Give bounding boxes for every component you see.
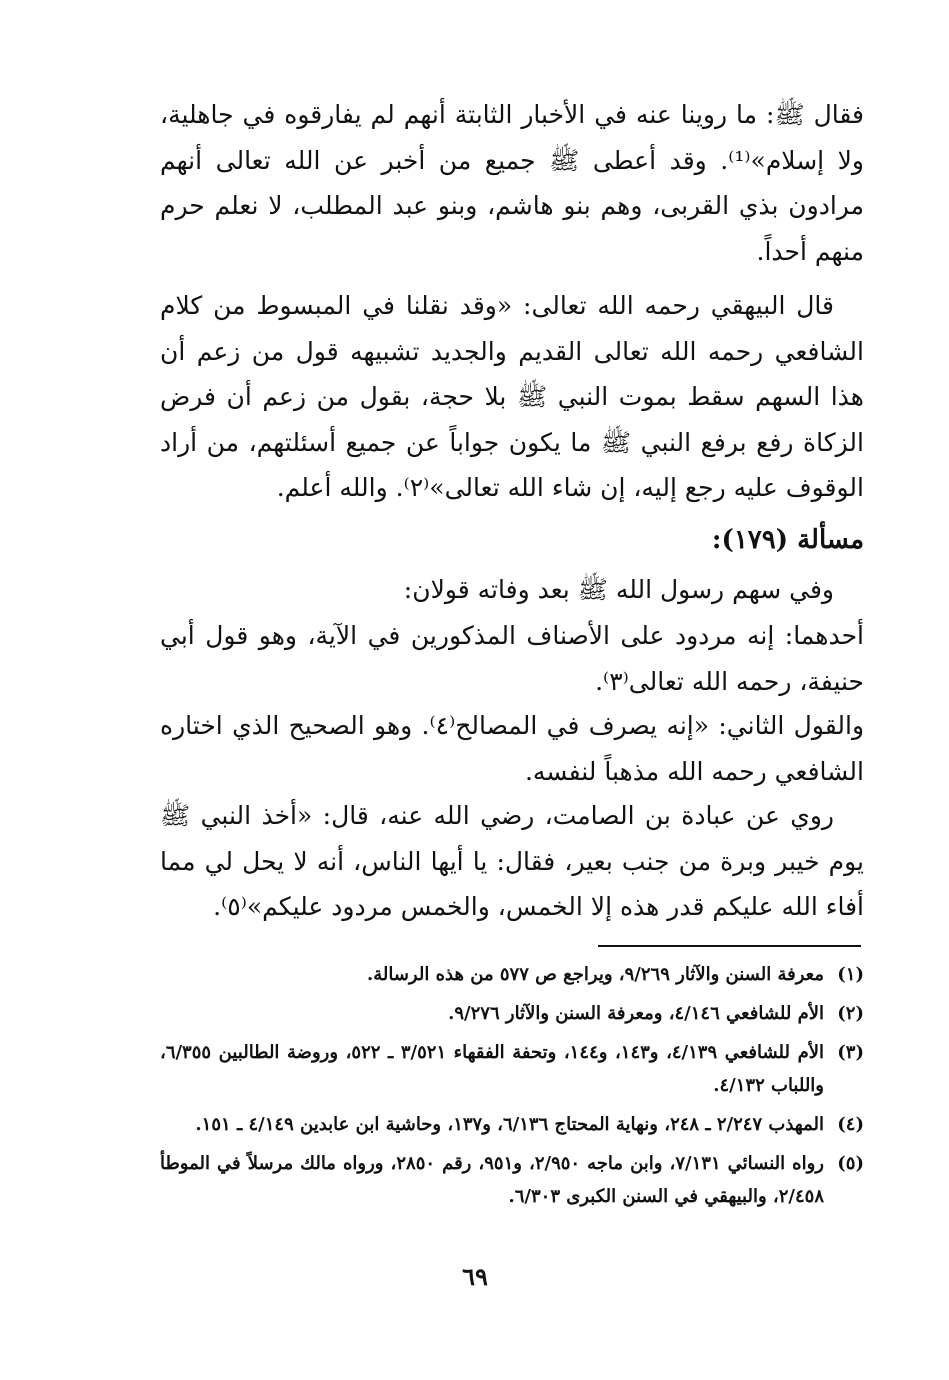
footnote-text: رواه النسائي ٧/١٣١، وابن ماجه ٢/٩٥٠، و٩٥١، رقم ٢٨٥٠، ورواه مالك مرسلاً في الموطأ ٢/٤٥٨، والبيهقي في السنن الكبرى ٦/٣٠٣.: [160, 1153, 825, 1207]
page-number: ٦٩: [462, 1262, 488, 1291]
section-heading: مسألة (١٧٩):: [711, 525, 864, 555]
footnote-4: [160, 1108, 864, 1141]
footnote-2: [160, 997, 864, 1030]
footnote-3: [160, 1036, 864, 1102]
paragraph-5: والقول الثاني: «إنه يصرف في المصالح⁽٤⁾. وهو الصحيح الذي اختاره الشافعي رحمه الله مذهباً لنفسه.: [160, 711, 865, 786]
footnote-1: [160, 958, 864, 991]
paragraph-3: وفي سهم رسول الله ﷺ بعد وفاته قولان:: [403, 575, 834, 604]
footnote-number: (٢): [837, 1003, 864, 1024]
footnote-text: معرفة السنن والآثار ٩/٢٦٩، ويراجع ص ٥٧٧ من هذه الرسالة.: [366, 964, 824, 985]
paragraph-4: أحدهما: إنه مردود على الأصناف المذكورين في الآية، وهو قول أبي حنيفة، رحمه الله تعالى⁽٣⁾.: [160, 621, 864, 696]
footnote-divider: [598, 945, 861, 947]
footnote-number: (١): [837, 964, 864, 985]
paragraph-2: قال البيهقي رحمه الله تعالى: «وقد نقلنا في المبسوط من كلام الشافعي رحمه الله تعالى القديم والجديد تشبيهه قول من زعم أن هذا السهم سقط بموت النبي ﷺ بلا حجة، بقول من زعم أن فرض الزكاة رفع برفع النبي ﷺ ما يكون جواباً عن جميع أسئلتهم، من أراد الوقوف عليه رجع إليه، إن شاء الله تعالى»⁽٢⁾. والله أعلم.: [160, 291, 864, 502]
footnote-number: (٥): [837, 1153, 864, 1174]
footnote-5: [160, 1147, 864, 1213]
paragraph-6: روي عن عبادة بن الصامت، رضي الله عنه، قال: «أخذ النبي ﷺ يوم خيبر وبرة من جنب بعير، فقال: يا أيها الناس، أنه لا يحل لي مما أفاء الله عليكم قدر هذه إلا الخمس، والخمس مردود عليكم»⁽٥⁾.: [160, 801, 864, 921]
footnote-text: الأم للشافعي ٤/١٤٦، ومعرفة السنن والآثار ٩/٢٧٦.: [448, 1003, 824, 1024]
footnote-number: (٤): [837, 1114, 864, 1135]
footnote-text: الأم للشافعي ٤/١٣٩، و١٤٣، و١٤٤، وتحفة الفقهاء ٣/٥٢١ ـ ٥٢٢، وروضة الطالبين ٦/٣٥٥، واللباب ٤/١٣٢.: [160, 1042, 824, 1096]
footnote-text: المهذب ٢/٢٤٧ ـ ٢٤٨، ونهاية المحتاج ٦/١٣٦، و١٣٧، وحاشية ابن عابدين ٤/١٤٩ ـ ١٥١.: [195, 1114, 824, 1135]
footnotes: [160, 958, 864, 1219]
paragraph-1: فقال ﷺ: ما روينا عنه في الأخبار الثابتة أنهم لم يفارقوه في جاهلية، ولا إسلام»⁽¹⁾. وقد أعطى ﷺ جميع من أخبر عن الله تعالى أنهم مرادون بذي القربى، وهم بنو هاشم، وبنو عبد المطلب، لا نعلم حرم منهم أحداً.: [160, 100, 864, 266]
footnote-number: (٣): [837, 1042, 864, 1063]
